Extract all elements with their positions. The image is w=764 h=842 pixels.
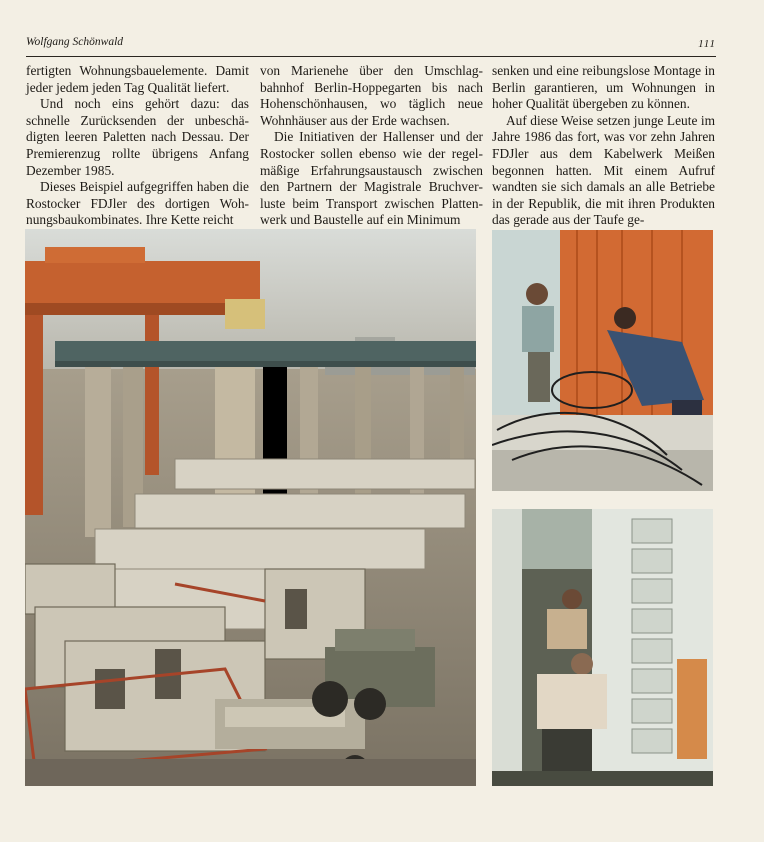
paragraph: von Marienehe über den Umschlagbahnhof Berlin-Hoppegarten bis nach Hohenschönhausen, wo täglich neue Wohnhäuser aus der Erde wachsen. bbox=[260, 63, 483, 128]
paragraph: fertigten Wohnungsbauelemente. Damit jeder jedem jeden Tag Qualität liefert. bbox=[26, 63, 249, 95]
photo-precast-panel-factory bbox=[25, 229, 476, 786]
text-column-2 bbox=[260, 63, 483, 229]
photo-technicians-switchboard bbox=[492, 509, 713, 786]
paragraph: Und noch eins gehört dazu: das schnelle Zurücksenden der unbeschädigten leeren Paletten nach Dessau. Der Premierenzug rollte übrigens Anfang Dezember 1985. bbox=[26, 96, 249, 178]
text-column-3 bbox=[492, 63, 715, 229]
photo-workers-cable-bench bbox=[492, 230, 713, 491]
paragraph: Die Initiativen der Hallenser und der Rostocker sollen ebenso wie der regelmäßige Erfahrungsaustausch zwischen den Partnern der Magistrale Bruchverluste beim Transport zwischen Plattenwerk und Baustelle auf ein Minimum bbox=[260, 129, 483, 228]
paragraph: Auf diese Weise setzen junge Leute im Jahre 1986 das fort, was vor zehn Jahren FDJler aus dem Kabelwerk Meißen begonnen hatten. Mit einem Aufruf wandten sie sich damals an alle Betriebe in der Republik, die mit ihren Produkten das gerade aus der Taufe ge- bbox=[492, 112, 715, 228]
page-number: 111 bbox=[698, 38, 716, 50]
author-name: Wolfgang Schönwald bbox=[26, 36, 124, 48]
paragraph: Dieses Beispiel aufgegriffen haben die Rostocker FDJler des dortigen Wohnungsbaukombinates. Ihre Kette reicht bbox=[26, 179, 249, 228]
paragraph: senken und eine reibungslose Montage in Berlin garantieren, um Wohnungen in hoher Qualität übergeben zu können. bbox=[492, 63, 715, 112]
running-header bbox=[26, 36, 716, 57]
text-column-1 bbox=[26, 63, 249, 229]
